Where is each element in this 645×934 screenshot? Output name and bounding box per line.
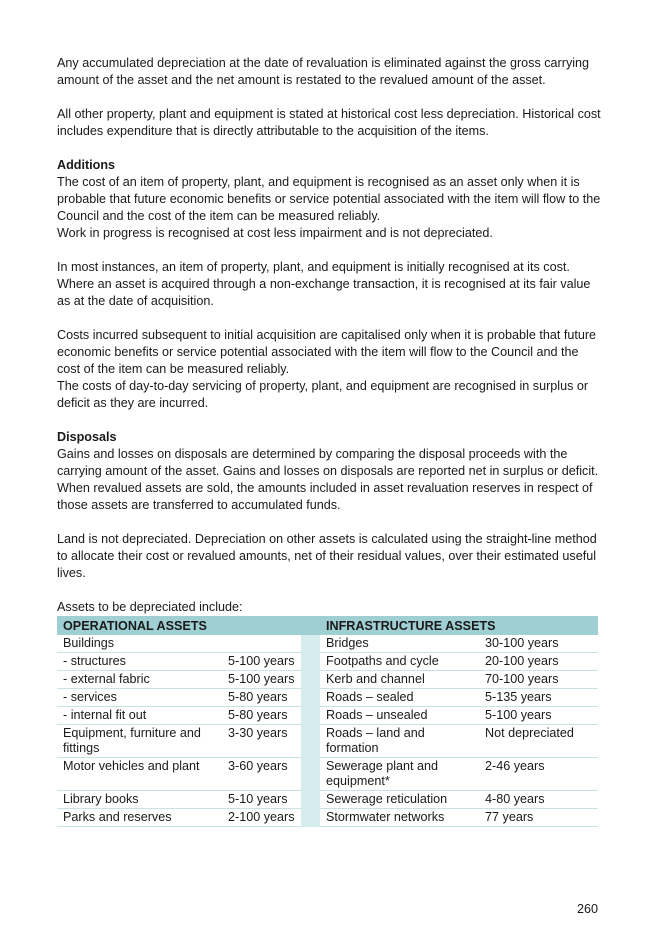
infrastructure-life-cell: Not depreciated (479, 725, 598, 758)
operational-life-cell: 5-10 years (222, 791, 301, 809)
table-header-row (57, 616, 598, 635)
operational-asset-cell: - structures (57, 653, 222, 671)
column-gap (301, 707, 320, 725)
table-row (57, 707, 598, 725)
infrastructure-life-cell: 70-100 years (479, 671, 598, 689)
paragraph-depreciation: Land is not depreciated. Depreciation on other assets is calculated using the straight-line method to allocate their cost or revalued amounts, net of their residual values, over their estimated useful lives. (57, 532, 597, 580)
infrastructure-life-cell: 5-135 years (479, 689, 598, 707)
infrastructure-asset-cell: Footpaths and cycle (320, 653, 479, 671)
infrastructure-asset-cell: Bridges (320, 635, 479, 653)
heading-disposals: Disposals (57, 430, 117, 444)
column-gap (301, 635, 320, 653)
operational-asset-cell: Parks and reserves (57, 809, 222, 827)
operational-life-cell: 5-100 years (222, 653, 301, 671)
operational-life-cell: 5-100 years (222, 671, 301, 689)
operational-asset-cell: - external fabric (57, 671, 222, 689)
paragraph-servicing-costs: The costs of day-to-day servicing of property, plant, and equipment are recognised in surplus or deficit as they are incurred. (57, 379, 589, 410)
operational-asset-cell: - services (57, 689, 222, 707)
column-gap (301, 758, 320, 791)
paragraph-initial-recognition: In most instances, an item of property, plant, and equipment is initially recognised at its cost. Where an asset is acquired through a non-exchange transaction, it is recognised at its fair value as at the date of acquisition. (57, 260, 591, 308)
paragraph-historical-cost: All other property, plant and equipment is stated at historical cost less depreciation. Historical cost includes expenditure that is directly attributable to the acquisition of the items. (57, 107, 601, 138)
infrastructure-asset-cell: Roads – unsealed (320, 707, 479, 725)
operational-life-cell: 5-80 years (222, 689, 301, 707)
paragraph-revaluation: Any accumulated depreciation at the date of revaluation is eliminated against the gross carrying amount of the asset and the net amount is restated to the revalued amount of the asset. (57, 56, 590, 87)
paragraph-subsequent-costs: Costs incurred subsequent to initial acquisition are capitalised only when it is probable that future economic benefits or service potential associated with the item will flow to the Council and the cost of the item can be measured reliably. (57, 328, 597, 376)
infrastructure-asset-cell: Sewerage plant and equipment* (320, 758, 479, 791)
infrastructure-life-cell: 77 years (479, 809, 598, 827)
operational-life-cell: 2-100 years (222, 809, 301, 827)
header-gap (301, 616, 320, 635)
header-infrastructure-assets: INFRASTRUCTURE ASSETS (320, 616, 598, 635)
infrastructure-asset-cell: Stormwater networks (320, 809, 479, 827)
operational-life-cell: 3-60 years (222, 758, 301, 791)
column-gap (301, 671, 320, 689)
table-row (57, 653, 598, 671)
column-gap (301, 653, 320, 671)
infrastructure-asset-cell: Sewerage reticulation (320, 791, 479, 809)
operational-asset-cell: Equipment, furniture and fittings (57, 725, 222, 758)
paragraph-disposals: Gains and losses on disposals are determined by comparing the disposal proceeds with the carrying amount of the asset. Gains and losses on disposals are reported net in surplus or deficit. When revalued assets are sold, the amounts included in asset revaluation reserves in respect of those assets are transferred to accumulated funds. (57, 447, 599, 512)
infrastructure-life-cell: 4-80 years (479, 791, 598, 809)
table-row (57, 791, 598, 809)
depreciation-table (57, 616, 598, 827)
header-operational-assets: OPERATIONAL ASSETS (57, 616, 301, 635)
table-row (57, 809, 598, 827)
heading-additions: Additions (57, 158, 116, 172)
table-row (57, 725, 598, 758)
infrastructure-life-cell: 2-46 years (479, 758, 598, 791)
table-row (57, 758, 598, 791)
column-gap (301, 791, 320, 809)
paragraph-additions-recognition: The cost of an item of property, plant, and equipment is recognised as an asset only when it is probable that future economic benefits or service potential associated with the item will flow to the Council and the cost of the item can be measured reliably. (57, 175, 601, 223)
operational-asset-cell: - internal fit out (57, 707, 222, 725)
operational-life-cell (222, 635, 301, 653)
operational-life-cell: 5-80 years (222, 707, 301, 725)
table-row (57, 689, 598, 707)
infrastructure-asset-cell: Kerb and channel (320, 671, 479, 689)
column-gap (301, 689, 320, 707)
column-gap (301, 725, 320, 758)
table-row (57, 671, 598, 689)
operational-life-cell: 3-30 years (222, 725, 301, 758)
operational-asset-cell: Motor vehicles and plant (57, 758, 222, 791)
document-page (57, 55, 602, 827)
infrastructure-asset-cell: Roads – land and formation (320, 725, 479, 758)
column-gap (301, 809, 320, 827)
infrastructure-asset-cell: Roads – sealed (320, 689, 479, 707)
paragraph-work-in-progress: Work in progress is recognised at cost less impairment and is not depreciated. (57, 226, 493, 240)
table-row (57, 635, 598, 653)
table-intro: Assets to be depreciated include: (57, 600, 243, 614)
infrastructure-life-cell: 5-100 years (479, 707, 598, 725)
infrastructure-life-cell: 30-100 years (479, 635, 598, 653)
page-number: 260 (576, 902, 598, 916)
operational-asset-cell: Buildings (57, 635, 222, 653)
operational-asset-cell: Library books (57, 791, 222, 809)
infrastructure-life-cell: 20-100 years (479, 653, 598, 671)
